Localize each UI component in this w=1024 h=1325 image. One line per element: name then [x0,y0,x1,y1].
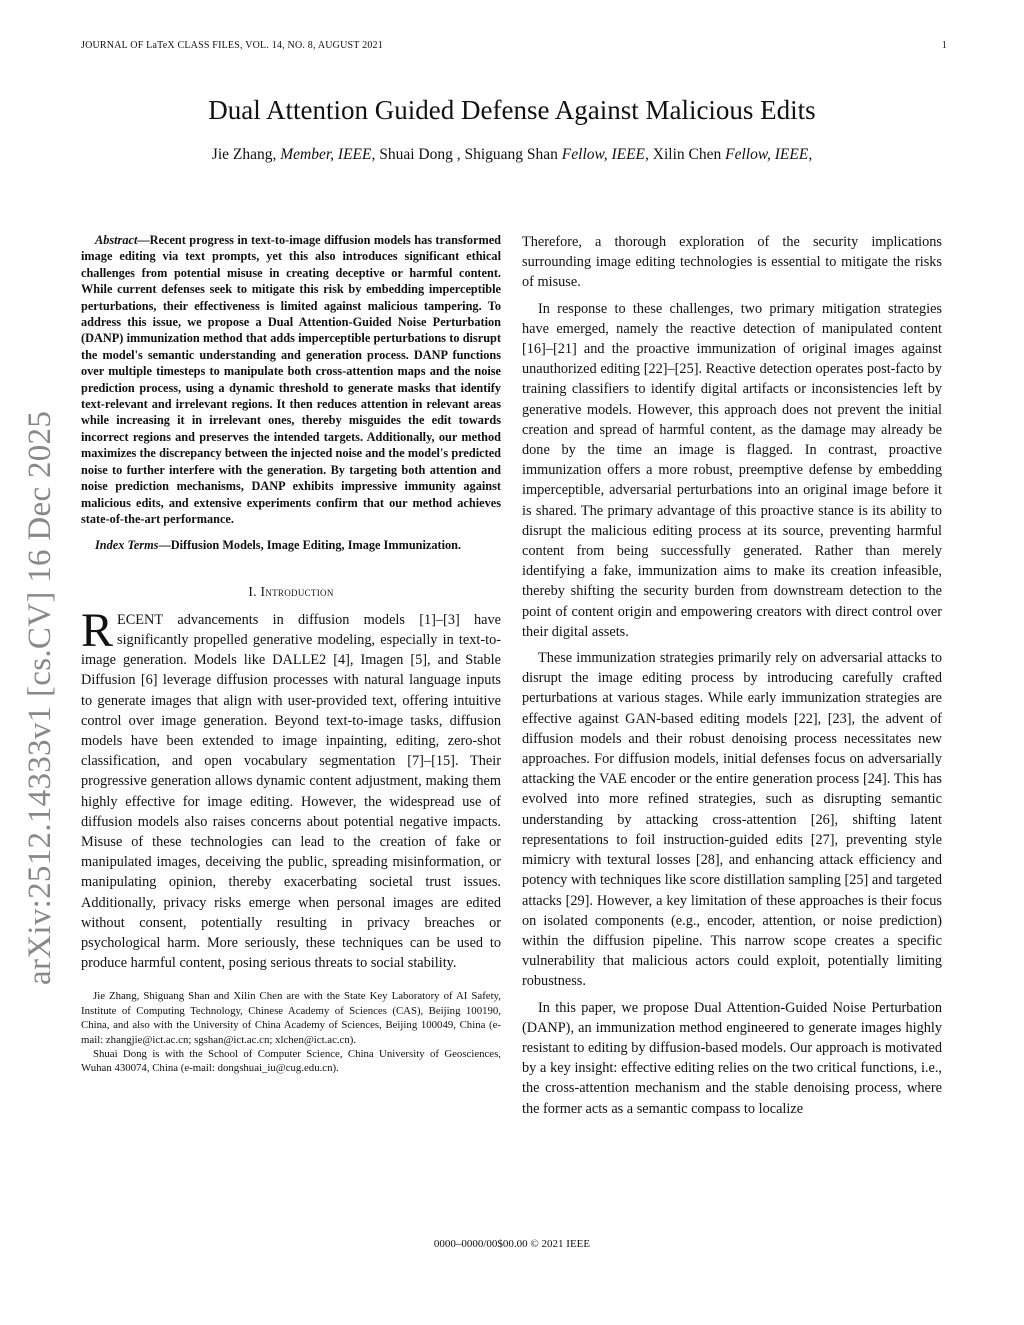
body-paragraph: These immunization strategies primarily rely on adversarial attacks to disrupt the image editing process by introducing carefully crafted perturbations at various stages. While early immunization strategies are effective against GAN-based editing models [22], [23], the advent of diffusion models and their robust denoising process necessitates new approaches. For diffusion models, initial defenses focus on adversarially attacking the VAE encoder or the entire generation process [24]. This has evolved into more refined strategies, such as disrupting semantic understanding by attacking cross-attention [26], shifting latent representations to foil instruction-guided edits [27], preventing style mimicry with textural losses [28], and enhancing attack efficiency and potency with techniques like score distillation sampling [25] and targeted attacks [29]. However, a key limitation of these approaches is their focus on isolated components (e.g., encoder, attention, or noise prediction) within the diffusion pipeline. This narrow scope creates a specific vulnerability that malicious actors could exploit, potentially limiting robustness. [522,650,942,990]
author-name: Shuai Dong , [379,146,461,163]
section-title: Introduction [260,583,334,599]
intro-paragraph [81,603,501,974]
body-paragraph: In response to these challenges, two primary mitigation strategies have emerged, namely the reactive detection of manipulated content [16]–[21] and the proactive immunization of original images against unauthorized editing [22]–[25]. Reactive detection operates post-facto by training classifiers to identify digital artifacts or inconsistencies left by generative models. However, this approach does not prevent the initial creation and spread of harmful content, as the damage may already be done by the time an image is flagged. In contrast, proactive immunization offers a more robust, preemptive defense by embedding imperceptible, adversarial perturbations into an original image before it is shared. The primary advantage of this proactive stance is its ability to disrupt the malicious editing process at its source, preventing harmful content from being successfully generated. Rather than merely identifying a fake, immunization aims to make its creation infeasible, thereby shifting the security burden from downstream detection to the point of content origin and empowering creators with direct control over their digital assets. [522,300,942,640]
index-terms-text: —Diffusion Models, Image Editing, Image Immunization. [158,538,462,553]
drop-cap: R [81,603,114,657]
abstract-label: Abstract [95,233,138,247]
intro-text: advancements in diffusion models [1]–[3] have significantly propelled generative modeling, especially in text-to-image generation. Models like DALLE2 [4], Imagen [5], and Stable Diffusion [6] leverage diffusion processes with natural language inputs to generate images that align with user-provided text, offering intuitive control over image generation. Beyond text-to-image tasks, diffusion models have been extended to image inpainting, editing, zero-shot classification, and open vocabulary segmentation [7]–[15]. Their progressive generation allows dynamic content adjustment, making them highly effective for image editing. However, the widespread use of diffusion models also raises concerns about potential negative impacts. Misuse of these technologies can lead to the creation of fake or manipulated images, deceiving the public, spreading misinformation, or manipulating opinion, thereby exacerbating societal trust issues. Additionally, privacy risks emerge when personal images are edited without consent, potentially resulting in privacy breaches or psychological harm. More seriously, these techniques can be used to produce harmful content, posing serious threats to social stability. [81,611,501,972]
author-role: Fellow, IEEE, [561,146,649,163]
intro-lead: ECENT [117,611,164,628]
footnote: Jie Zhang, Shiguang Shan and Xilin Chen are with the State Key Laboratory of AI Safety, Institute of Computing Technology, Chinese Academy of Sciences (CAS), Beijing 100190, China, and also with the University of China Academy of Sciences, Beijing 100049, China (e-mail: zhangjie@ict.ac.cn; sgshan@ict.ac.cn; xlchen@ict.ac.cn). [81,990,501,1046]
paper-title: Dual Attention Guided Defense Against Malicious Edits [208,95,816,125]
abstract-text: —Recent progress in text-to-image diffusion models has transformed image editing via text prompts, yet this also introduces significant ethical challenges from potential misuse in creating deceptive or harmful content. While current defenses seek to mitigate this risk by embedding imperceptible perturbations, their effectiveness is limited against malicious tampering. To address this issue, we propose a Dual Attention-Guided Noise Perturbation (DANP) immunization method that adds imperceptible perturbations to disrupt the model's semantic understanding and generation process. DANP functions over multiple timesteps to manipulate both cross-attention maps and the noise prediction process, using a dynamic threshold to generate masks that identify text-relevant and irrelevant regions. It then reduces attention in relevant areas while increasing it in irrelevant ones, thereby misguides the edit towards incorrect regions and preserves the intended targets. Additionally, our method maximizes the discrepancy between the injected noise and the model's predicted noise to further interfere with the generation. By targeting both attention and noise prediction mechanisms, DANP exhibits impressive immunity against malicious edits, and extensive experiments confirm that our method achieves state-of-the-art performance. [81,233,501,526]
author-name: Shiguang Shan [464,146,558,163]
arxiv-stamp: arXiv:2512.14333v1 [cs.CV] 16 Dec 2025 [22,410,58,985]
body-paragraph: Therefore, a thorough exploration of the security implications surrounding image editing technologies is essential to mitigate the risks of misuse. [522,234,942,291]
left-column [81,232,501,1076]
abstract [81,232,501,527]
copyright-footer: 0000–0000/00$00.00 © 2021 IEEE [433,1238,591,1250]
page-number: 1 [941,40,947,51]
author-name: Xilin Chen [652,146,722,163]
author-role: Member, IEEE, [280,146,376,163]
author-name: Jie Zhang, [211,146,277,163]
section-numeral: I. [248,583,257,599]
index-terms [81,537,501,553]
journal-header: JOURNAL OF LaTeX CLASS FILES, VOL. 14, NO. 8, AUGUST 2021 [81,40,383,51]
body-paragraph: In this paper, we propose Dual Attention-Guided Noise Perturbation (DANP), an immunization method engineered to generate images highly resistant to editing by diffusion-based models. Our approach is motivated by a key insight: effective editing relies on the two critical functions, i.e., the cross-attention mechanism and the stable denoising process, where the former acts as a semantic compass to localize [522,999,942,1117]
author-list [0,146,1024,164]
author-role: Fellow, IEEE, [725,146,813,163]
right-column [522,232,942,1125]
index-terms-label: Index Terms [95,538,159,553]
footnote: Shuai Dong is with the School of Computer Science, China University of Geosciences, Wuhan 430074, China (e-mail: dongshuai_iu@cug.edu.cn). [81,1048,501,1075]
section-heading [81,584,501,600]
running-header [81,40,947,51]
